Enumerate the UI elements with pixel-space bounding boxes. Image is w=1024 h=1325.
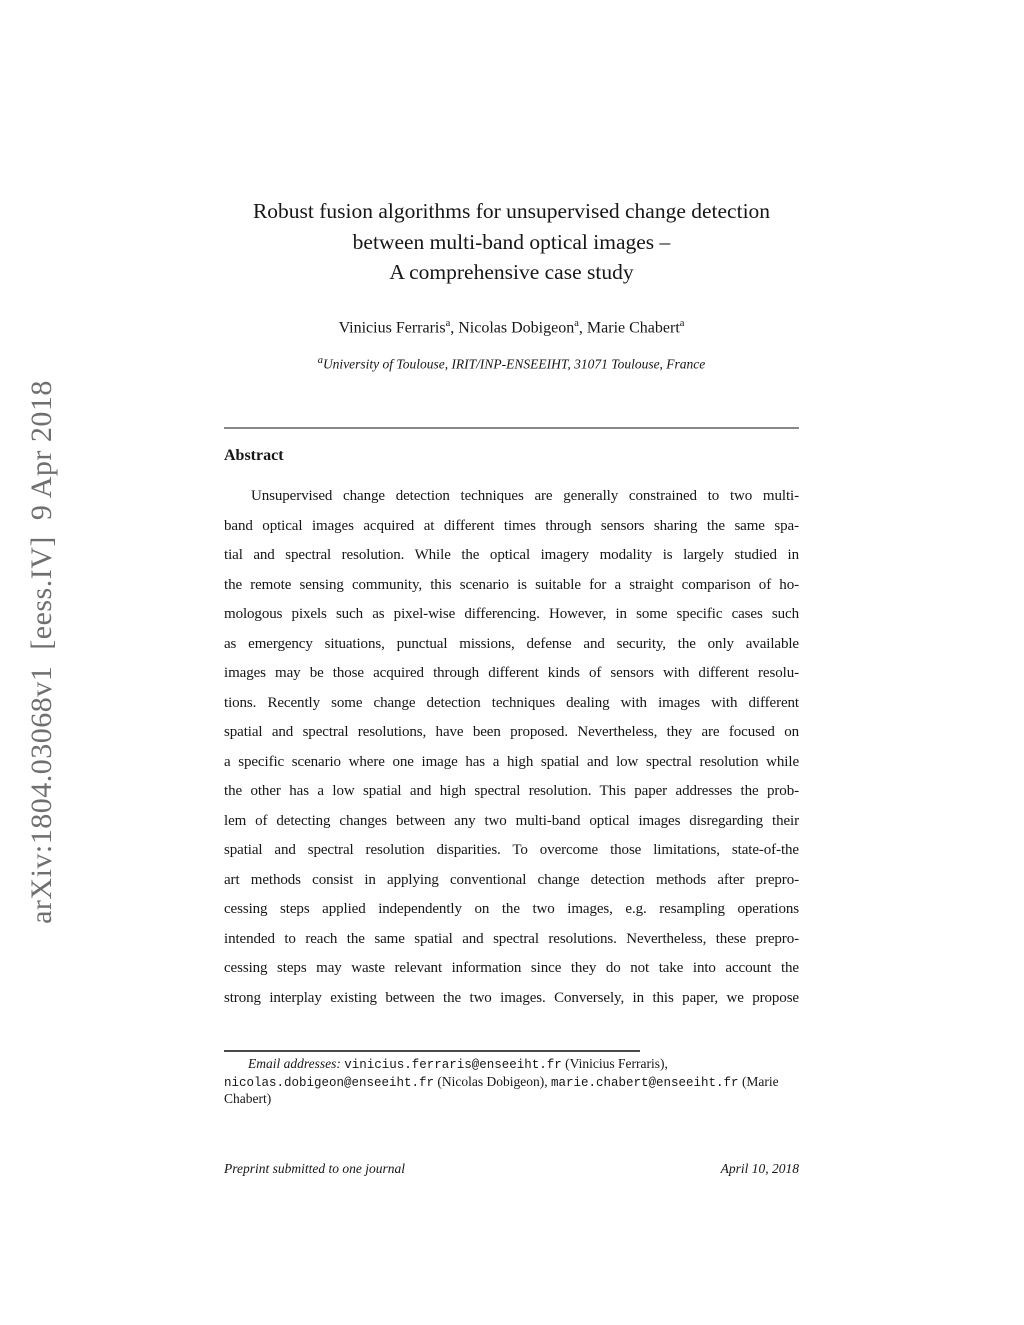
- affiliation-sup: a: [317, 355, 323, 366]
- title-line-3: A comprehensive case study: [389, 260, 634, 284]
- author-separator-1: ,: [450, 319, 459, 337]
- abstract-line: strong interplay existing between the two images. Conversely, in this paper, we propose: [224, 989, 799, 1006]
- footer-journal-note: Preprint submitted to one journal: [224, 1161, 405, 1176]
- abstract-paragraph: [224, 482, 799, 1013]
- abstract-line: the remote sensing community, this scenario is suitable for a straight comparison of ho-: [224, 576, 799, 593]
- affiliation-line: [224, 355, 799, 373]
- authors-line: [224, 318, 799, 337]
- footnote-rule: [224, 1050, 640, 1052]
- footnote: [224, 1050, 799, 1108]
- footnote-text: [224, 1056, 799, 1108]
- abstract-line: art methods consist in applying conventional change detection methods after prepro-: [224, 871, 799, 888]
- footnote-name-2: (Nicolas Dobigeon),: [437, 1073, 548, 1089]
- title-line-2: between multi-band optical images –: [352, 229, 671, 254]
- footnote-email-3: marie.chabert@enseeiht.fr: [551, 1075, 739, 1090]
- abstract-line: the other has a low spatial and high spectral resolution. This paper addresses the prob-: [224, 783, 799, 799]
- paper-title: [224, 196, 799, 288]
- abstract-line: Unsupervised change detection techniques are generally constrained to two multi-: [251, 488, 799, 504]
- abstract-line: a specific scenario where one image has a high spatial and low spectral resolution while: [224, 753, 799, 770]
- footnote-name-1: (Vinicius Ferraris),: [565, 1056, 668, 1071]
- footnote-label: Email addresses:: [248, 1056, 341, 1071]
- abstract-line: spatial and spectral resolution disparities. To overcome those limitations, state-of-the: [224, 842, 799, 858]
- abstract-line: intended to reach the same spatial and spectral resolutions. Nevertheless, these prepro-: [224, 930, 799, 947]
- abstract-heading: Abstract: [224, 447, 284, 464]
- footnote-name-3: (Marie Chabert): [224, 1073, 779, 1106]
- arxiv-watermark: arXiv:1804.03068v1 [eess.IV] 9 Apr 2018: [25, 380, 58, 924]
- affiliation-text: University of Toulouse, IRIT/INP-ENSEEIHT, 31071 Toulouse, France: [322, 356, 706, 372]
- author-name-2: Nicolas Dobigeon: [458, 319, 575, 337]
- author-affil-sup-1: a: [445, 318, 451, 329]
- title-separator-rule: [224, 427, 799, 429]
- abstract-line: tial and spectral resolution. While the optical imagery modality is largely studied in: [224, 547, 799, 563]
- abstract-line: spatial and spectral resolutions, have been proposed. Nevertheless, they are focused on: [224, 724, 799, 740]
- page-footer: [224, 1161, 799, 1177]
- abstract-line: images may be those acquired through different kinds of sensors with different resolu-: [224, 665, 799, 681]
- author-name-3: Marie Chabert: [586, 319, 680, 337]
- footer-date: April 10, 2018: [720, 1161, 799, 1176]
- abstract-line: as emergency situations, punctual missions, defense and security, the only available: [224, 635, 799, 652]
- author-affil-sup-2: a: [574, 318, 579, 329]
- author-affil-sup-3: a: [679, 318, 685, 329]
- title-line-1: Robust fusion algorithms for unsupervised change detection: [252, 199, 771, 223]
- abstract-line: tions. Recently some change detection techniques dealing with images with different: [224, 694, 799, 711]
- footnote-email-1: vinicius.ferraris@enseeiht.fr: [344, 1058, 562, 1072]
- author-name-1: Vinicius Ferraris: [338, 319, 446, 337]
- author-separator-2: ,: [578, 319, 587, 337]
- footnote-email-2: nicolas.dobigeon@enseeiht.fr: [224, 1075, 435, 1090]
- abstract-line: cessing steps may waste relevant information since they do not take into account the: [224, 960, 799, 976]
- abstract-line: lem of detecting changes between any two multi-band optical images disregarding their: [224, 812, 799, 829]
- abstract-line: cessing steps applied independently on the two images, e.g. resampling operations: [224, 901, 799, 917]
- abstract-line: mologous pixels such as pixel-wise differencing. However, in some specific cases such: [224, 606, 799, 622]
- abstract-line: band optical images acquired at different times through sensors sharing the same spa-: [224, 517, 799, 534]
